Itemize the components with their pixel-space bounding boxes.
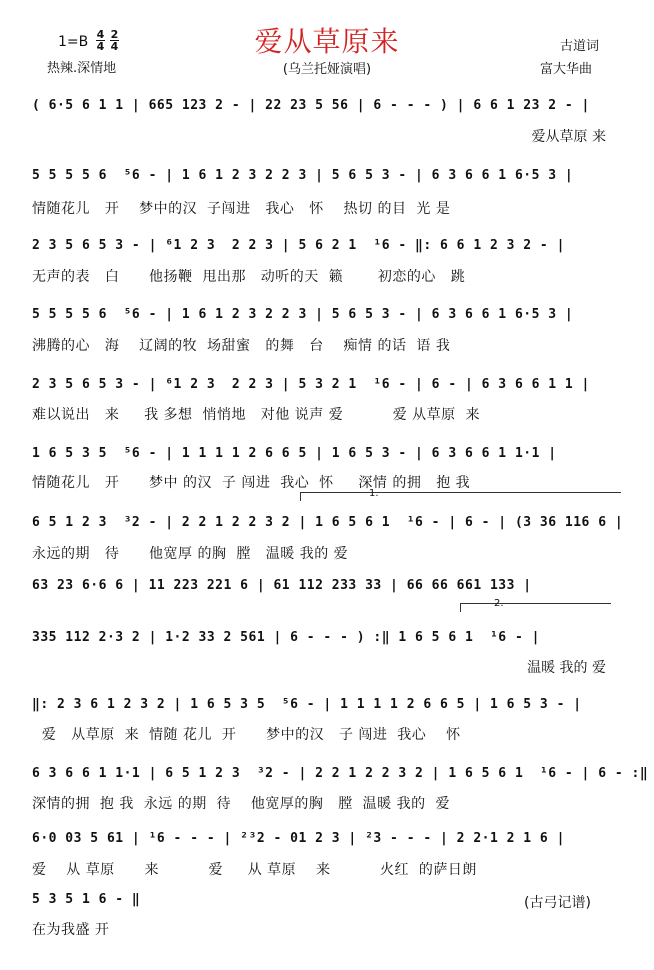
music-line: 2 3 5 6 5 3 - | ⁶1 2 3 2 2 3 | 5 3 2 1 ¹6 - | 6 - | 6 3 6 6 1 1 | xyxy=(32,377,590,392)
composer: 富大华曲 xyxy=(540,62,593,77)
volta-label-1: 1. xyxy=(369,488,379,499)
music-line: 1 6 5 3 5 ⁵6 - | 1 1 1 1 2 6 6 5 | 1 6 5 3 - | 6 3 6 6 1 1·1 | xyxy=(32,446,557,461)
tempo-marking: 热辣.深情地 xyxy=(47,61,117,76)
lyric-line: 情随花儿 开 梦中 的汉 子 闯进 我心 怀 深情 的拥 抱 我 xyxy=(32,475,471,491)
volta-bracket-2 xyxy=(460,603,611,612)
volta-bracket-1 xyxy=(300,492,621,501)
lyric-line: 深情的拥 抱 我 永远 的期 待 他宽厚的胸 膛 温暖 我的 爱 xyxy=(32,796,451,812)
performer: (乌兰托娅演唱) xyxy=(282,62,372,77)
transcriber-credit: (古弓记谱) xyxy=(524,895,591,911)
lyricist: 古道词 xyxy=(560,39,600,54)
music-line: 5 5 5 5 6 ⁵6 - | 1 6 1 2 3 2 2 3 | 5 6 5 3 - | 6 3 6 6 1 6·5 3 | xyxy=(32,307,574,322)
time-signature-2-4: $\frac{2}{4}$ xyxy=(110,28,119,53)
lyric-line: 难以说出 来 我 多想 悄悄地 对他 说声 爱 爱 从草原 来 xyxy=(32,407,481,423)
lyric-line: 沸腾的心 海 辽阔的牧 场甜蜜 的舞 台 痴情 的话 语 我 xyxy=(32,338,451,354)
music-line: 6 3 6 6 1 1·1 | 6 5 1 2 3 ³2 - | 2 2 1 2 2 3 2 | 1 6 5 6 1 ¹6 - | 6 - :‖ xyxy=(32,766,649,781)
key-signature: 1=B xyxy=(58,34,89,50)
music-line: ‖: 2 3 6 1 2 3 2 | 1 6 5 3 5 ⁵6 - | 1 1 1 1 2 6 6 5 | 1 6 5 3 - | xyxy=(32,697,582,712)
lyric-line: 在为我盛 开 xyxy=(32,922,110,938)
volta-label-2: 2. xyxy=(494,598,504,609)
song-title: 爱从草原来 xyxy=(254,25,400,58)
music-line: 63 23 6·6 6 | 11 223 221 6 | 61 112 233 33 | 66 66 661 133 | xyxy=(32,578,532,593)
time-signature-4-4: $\frac{4}{4}$ xyxy=(96,28,105,53)
music-line: 5 3 5 1 6 - ‖ xyxy=(32,892,141,907)
lyric-line: 爱从草原 来 xyxy=(531,129,606,145)
music-line: 5 5 5 5 6 ⁵6 - | 1 6 1 2 3 2 2 3 | 5 6 5 3 - | 6 3 6 6 1 6·5 3 | xyxy=(32,168,574,183)
lyric-line: 情随花儿 开 梦中的汉 子闯进 我心 怀 热切 的目 光 是 xyxy=(32,201,451,217)
music-line: 6·0 03 5 61 | ¹6 - - - | ²³2 - 01 2 3 | ²3 - - - | 2 2·1 2 1 6 | xyxy=(32,831,565,846)
music-line: 2 3 5 6 5 3 - | ⁶1 2 3 2 2 3 | 5 6 2 1 ¹6 - ‖: 6 6 1 2 3 2 - | xyxy=(32,238,565,253)
lyric-line: 无声的表 白 他扬鞭 甩出那 动听的天 籁 初恋的心 跳 xyxy=(32,269,466,285)
music-line: ( 6·5 6 1 1 | 665 123 2 - | 22 23 5 56 | 6 - - - ) | 6 6 1 23 2 - | xyxy=(32,98,590,113)
lyric-line: 爱 从 草原 来 爱 从 草原 来 火红 的萨日朗 xyxy=(32,862,477,878)
music-line: 6 5 1 2 3 ³2 - | 2 2 1 2 2 3 2 | 1 6 5 6 1 ¹6 - | 6 - | (3 36 116 6 | xyxy=(32,515,624,530)
time-signatures xyxy=(96,29,119,52)
lyric-line: 永远的期 待 他宽厚 的胸 膛 温暖 我的 爱 xyxy=(32,546,349,562)
lyric-line: 温暖 我的 爱 xyxy=(527,660,606,676)
music-line: 335 112 2·3 2 | 1·2 33 2 561 | 6 - - - ) :‖ 1 6 5 6 1 ¹6 - | xyxy=(32,630,540,645)
lyric-line: 爱 从草原 来 情随 花儿 开 梦中的汉 子 闯进 我心 怀 xyxy=(32,727,461,743)
